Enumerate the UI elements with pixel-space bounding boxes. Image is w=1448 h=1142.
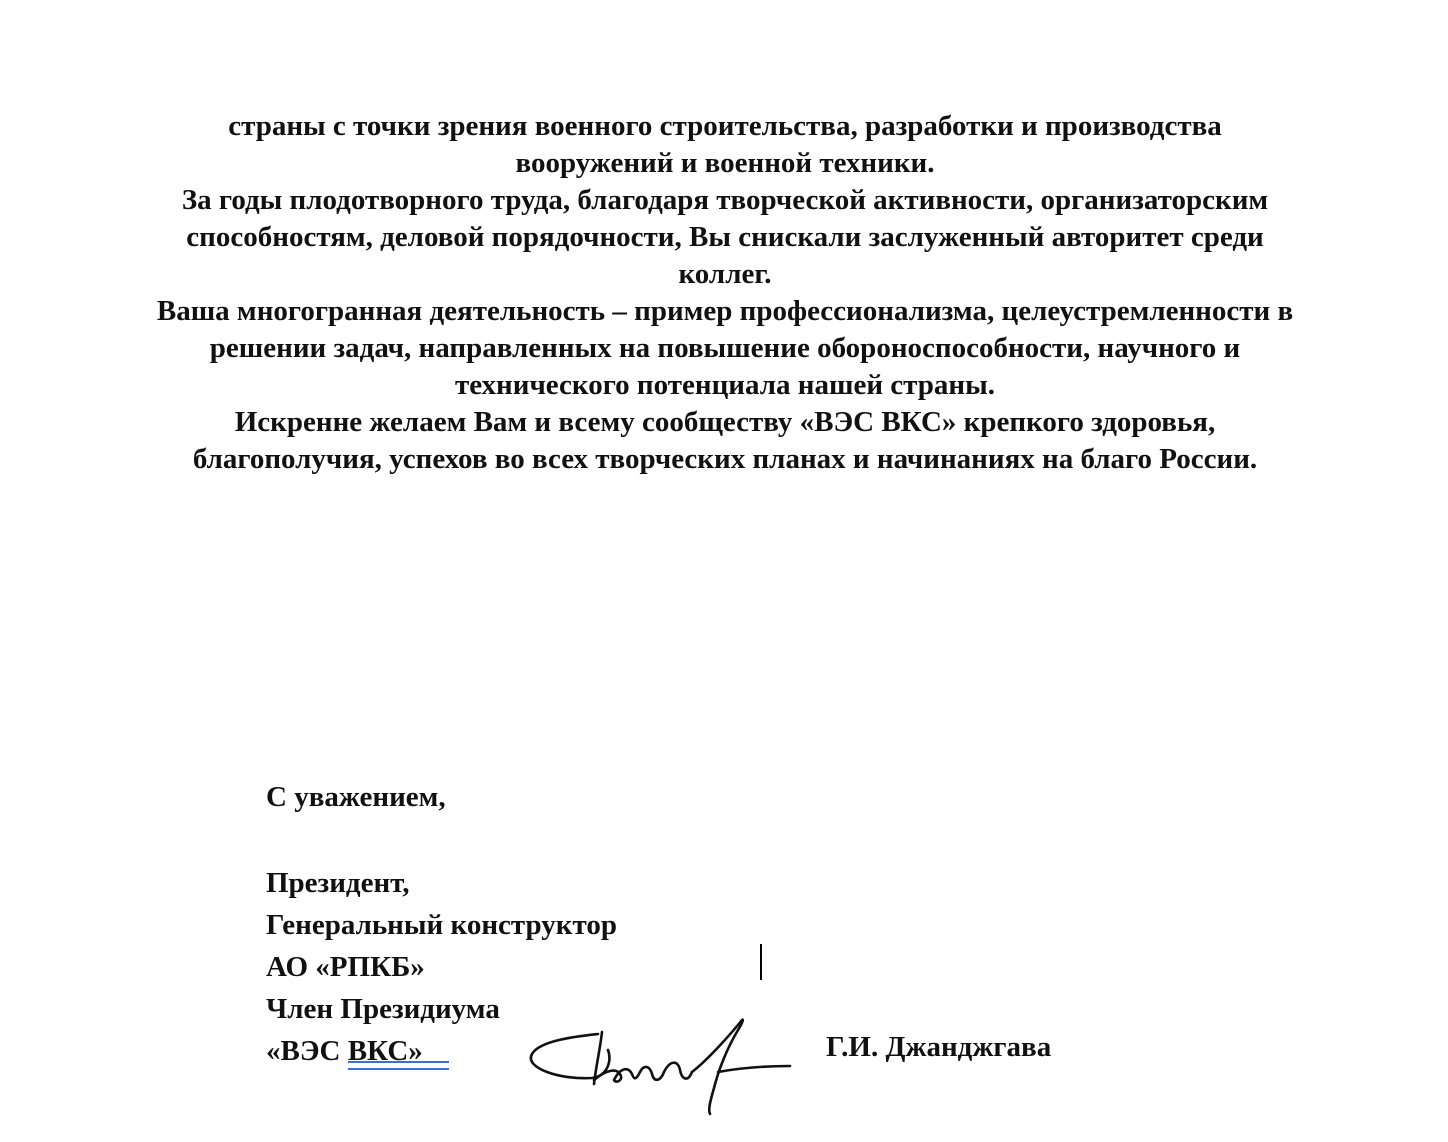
text-cursor xyxy=(760,944,762,980)
signer-title-general-designer: Генеральный конструктор xyxy=(266,909,617,941)
body-paragraph-2: За годы плодотворного труда, благодаря творческой активности, организаторским способностям, деловой порядочности, Вы снискали заслуженный авторитет среди коллег. xyxy=(181,184,1269,290)
body-paragraph-4: Искренне желаем Вам и всему сообществу «ВЭС ВКС» крепкого здоровья, благополучия, успехов во всех творческих планах и начинаниях на благо России. xyxy=(192,406,1258,475)
signer-title-presidium-member: Член Президиума xyxy=(266,993,500,1025)
spellcheck-underlined-text[interactable]: ВКС» xyxy=(348,1030,423,1072)
body-paragraph-3: Ваша многогранная деятельность – пример профессионализма, целеустремленности в решении задач, направленных на повышение обороноспособности, научного и технического потенциала нашей страны. xyxy=(156,295,1294,401)
body-paragraph-1: страны с точки зрения военного строительства, разработки и производства вооружений и военной техники. xyxy=(228,110,1222,179)
closing-phrase: С уважением, xyxy=(266,781,446,813)
letter-body xyxy=(150,108,1300,478)
handwritten-signature xyxy=(520,1010,800,1122)
signer-name: Г.И. Джанджгава xyxy=(826,1031,1052,1063)
signer-title-president: Президент, xyxy=(266,867,410,899)
association-prefix: «ВЭС xyxy=(266,1035,348,1067)
signer-organization: АО «РПКБ» xyxy=(266,951,425,983)
